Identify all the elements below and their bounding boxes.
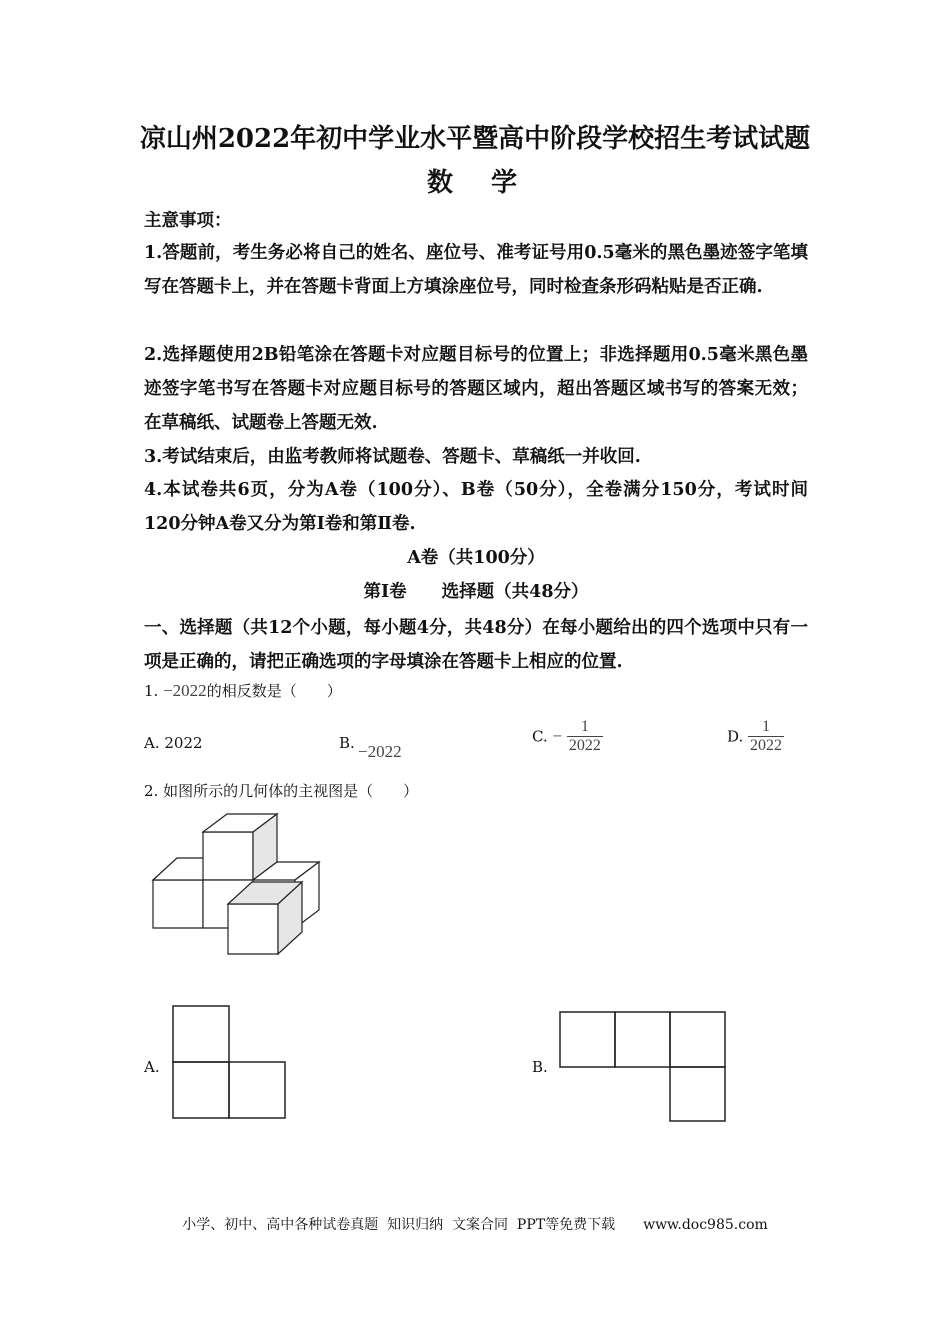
- q1-option-d-denominator: 2022: [750, 737, 783, 754]
- notice-heading: 主意事项：: [144, 211, 232, 231]
- notice-item-3: 3.考试结束后，由监考教师将试题卷、答题卡、草稿纸一并收回.: [144, 447, 641, 467]
- q1-option-b-label: B.: [339, 734, 355, 752]
- q1-number: 1.: [144, 682, 159, 700]
- q1-option-a: [144, 734, 203, 752]
- notice-item-4: 4.本试卷共6页，分为A卷（100分）、B卷（50分），全卷满分150分，考试时间120分钟A卷又分为第Ⅰ卷和第Ⅱ卷.: [144, 480, 808, 534]
- section-a-heading: A卷（共100分）: [407, 548, 545, 568]
- q1-option-d-label: D.: [727, 727, 744, 746]
- q1-option-d: [727, 718, 784, 755]
- q1-math: −2022: [163, 681, 207, 700]
- q1-option-a-label: A.: [144, 734, 160, 752]
- q2-option-a-figure: [172, 1005, 288, 1121]
- notice-item-1: 1.答题前，考生务必将自己的姓名、座位号、准考证号用0.5毫米的黑色墨迹签字笔填写在答题卡上，并在答题卡背面上方填涂座位号，同时检查条形码粘贴是否正确.: [144, 243, 808, 297]
- question-1: [144, 680, 342, 701]
- q1-option-c-numerator: 1: [580, 718, 589, 735]
- question-2-stem: 2. 如图所示的几何体的主视图是（ ）: [144, 782, 419, 800]
- q1-option-d-numerator: 1: [762, 718, 771, 735]
- q1-option-c-denominator: 2022: [568, 737, 601, 754]
- q1-option-a-value: 2022: [164, 734, 203, 752]
- part-1-heading: 第Ⅰ卷 选择题（共48分）: [363, 582, 589, 602]
- q1-option-b: [339, 734, 355, 752]
- q1-option-c-fraction: [567, 718, 603, 755]
- q2-option-b-figure: [559, 1011, 727, 1123]
- q1-option-b-value: −2022: [358, 742, 402, 761]
- q2-option-b-label: B.: [532, 1058, 548, 1076]
- exam-title: 凉山州2022年初中学业水平暨高中阶段学校招生考试试题: [139, 124, 811, 154]
- q2-solid-figure: [145, 808, 330, 960]
- q2-option-a-label: A.: [144, 1058, 160, 1076]
- q1-stem: 的相反数是（ ）: [206, 682, 342, 700]
- subject-title: 数 学: [426, 168, 523, 198]
- q1-option-c: [532, 718, 603, 755]
- choice-instructions: 一、选择题（共12个小题，每小题4分，共48分）在每小题给出的四个选项中只有一项是正确的，请把正确选项的字母填涂在答题卡上相应的位置.: [144, 618, 808, 672]
- q1-option-c-label: C.: [532, 727, 548, 746]
- q1-option-c-sign: −: [552, 726, 563, 746]
- page-footer: 小学、初中、高中各种试卷真题 知识归纳 文案合同 PPT等免费下载 www.doc985.com: [182, 1217, 768, 1233]
- q1-option-d-fraction: [748, 718, 784, 755]
- notice-item-2: 2.选择题使用2B铅笔涂在答题卡对应题目标号的位置上；非选择题用0.5毫米黑色墨迹签字笔书写在答题卡对应题目标号的答题区域内，超出答题区域书写的答案无效；在草稿纸、试题卷上答题无效.: [144, 345, 808, 433]
